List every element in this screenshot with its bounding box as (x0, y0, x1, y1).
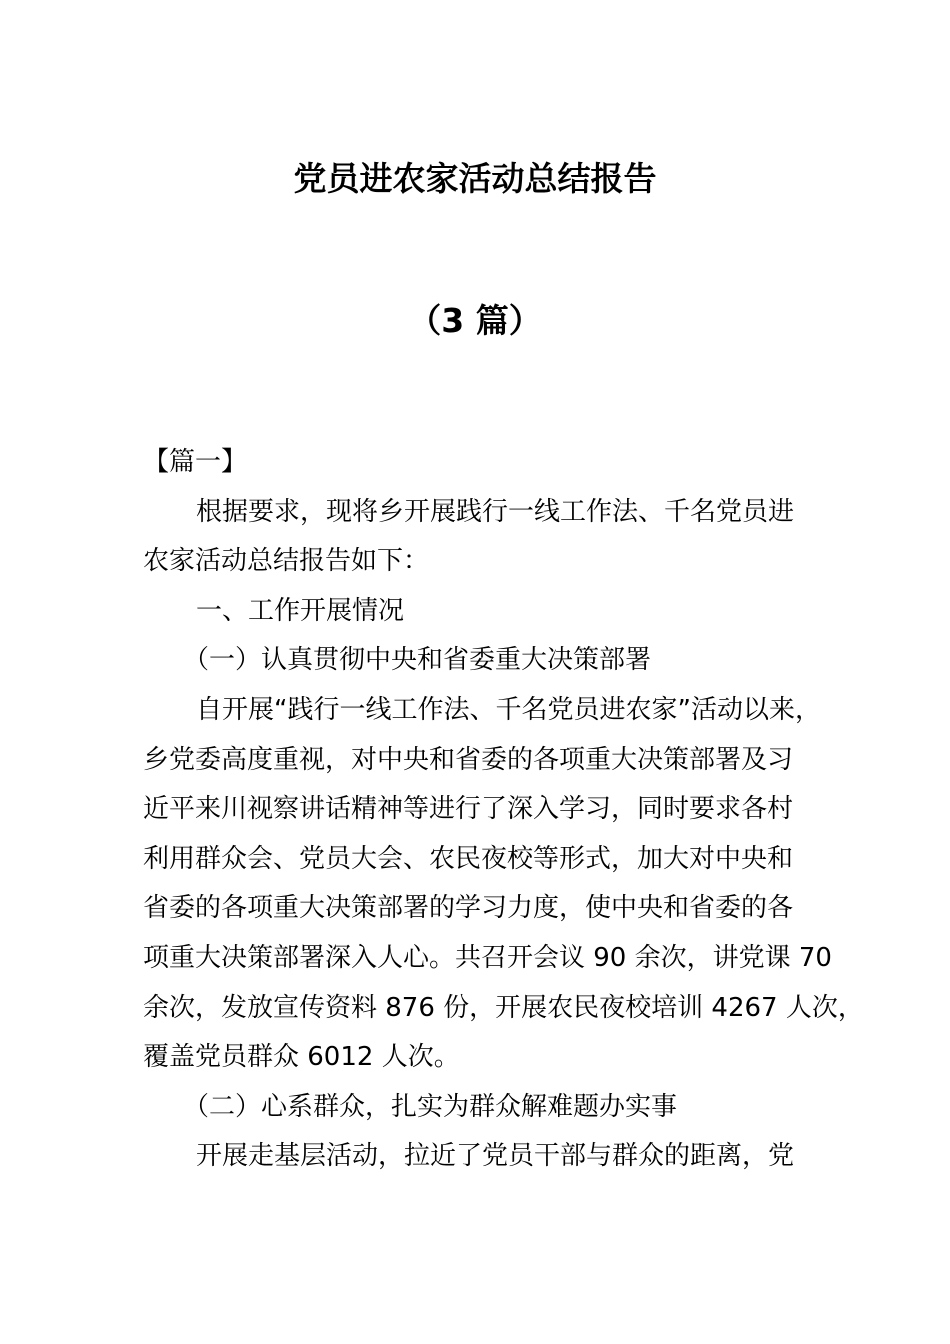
subsection-heading: （二）心系群众，扎实为群众解难题办实事 (183, 1091, 678, 1122)
paragraph-line: 乡党委高度重视，对中央和省委的各项重大决策部署及习 (143, 744, 794, 775)
paragraph-line: 开展走基层活动，拉近了党员干部与群众的距离，党 (196, 1141, 795, 1172)
document-body (143, 438, 864, 1182)
paragraph-line: 近平来川视察讲话精神等进行了深入学习，同时要求各村 (143, 794, 794, 825)
paragraph-line: 自开展“践行一线工作法、千名党员进农家”活动以来， (196, 694, 821, 725)
paragraph-line: 农家活动总结报告如下： (143, 546, 430, 577)
paragraph-line: 覆盖党员群众 6012 人次。 (143, 1042, 460, 1073)
paragraph-line: 根据要求，现将乡开展践行一线工作法、千名党员进 (196, 496, 795, 527)
paragraph-line: 利用群众会、党员大会、农民夜校等形式，加大对中央和 (143, 843, 794, 874)
subsection-heading: （一）认真贯彻中央和省委重大决策部署 (183, 645, 652, 676)
document-title: 党员进农家活动总结报告 (293, 159, 657, 198)
paragraph-line: 余次，发放宣传资料 876 份，开展农民夜校培训 4267 人次， (143, 992, 864, 1023)
subsection-heading: 一、工作开展情况 (196, 595, 405, 626)
section-heading: 【篇一】 (143, 447, 248, 477)
paragraph-line: 省委的各项重大决策部署的学习力度，使中央和省委的各 (143, 893, 794, 924)
document-subtitle: （3 篇） (408, 301, 542, 340)
paragraph-line: 项重大决策部署深入人心。共召开会议 90 余次，讲党课 70 (143, 942, 832, 973)
